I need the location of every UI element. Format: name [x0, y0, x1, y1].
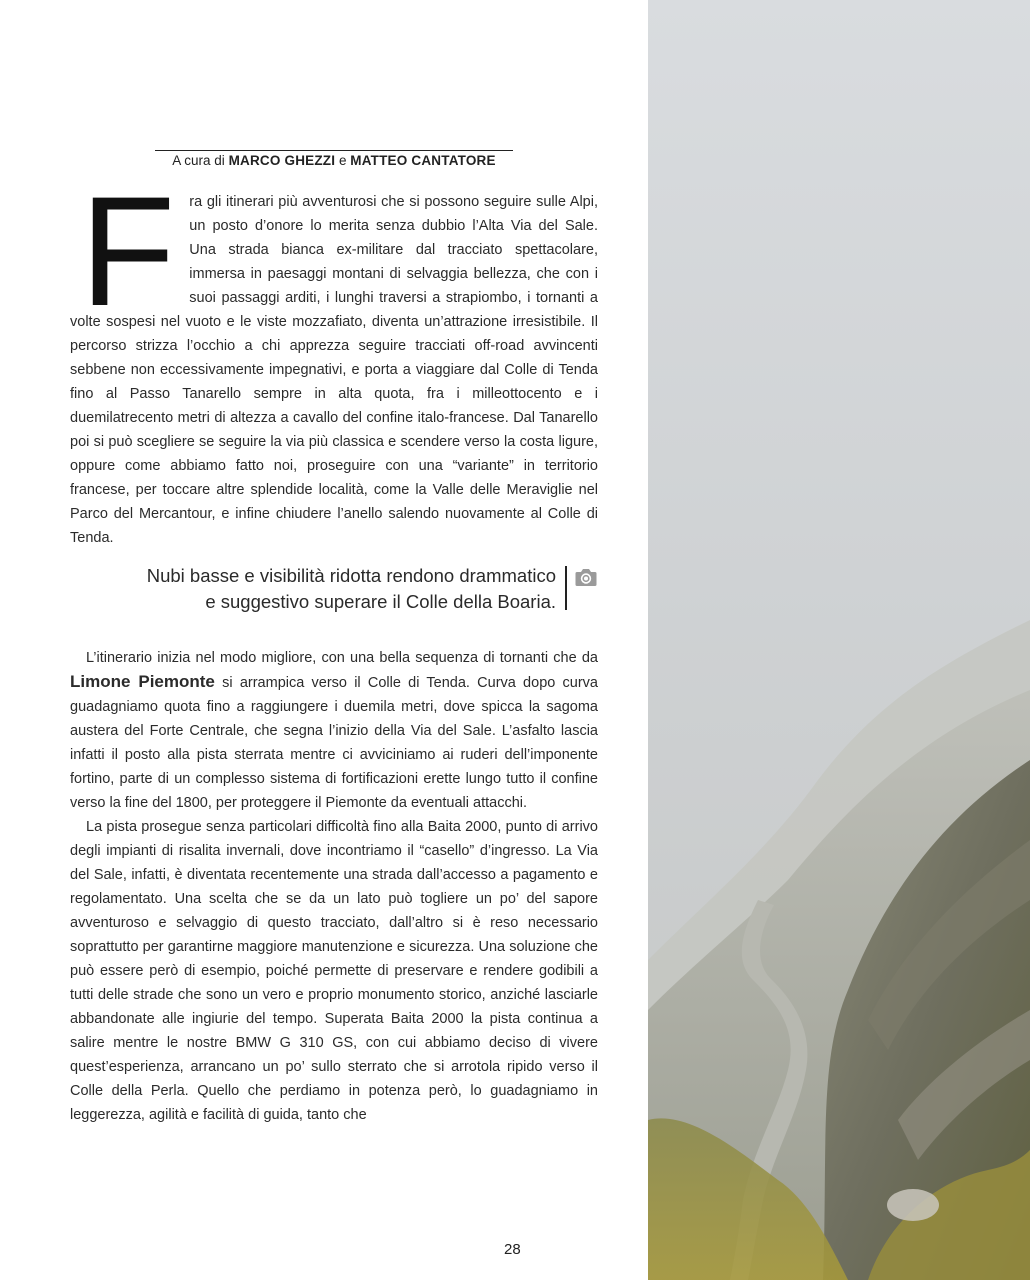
byline-author-2: MATTEO CANTATORE [350, 153, 496, 168]
intro-paragraph-text: ra gli itinerari più avventurosi che si possono seguire sulle Alpi, un posto d’onore lo merita senza dubbio l’Alta Via del Sale. Una strada bianca ex-militare dal tracciato spettacolare, immersa in paesaggi montani di selvaggia bellezza, che con i suoi passaggi arditi, i lunghi traversi a strapiombo, i tornanti a volte sospesi nel vuoto e le viste mozzafiato, diventa un’attrazione irresistibile. Il percorso strizza l’occhio a chi apprezza seguire tracciati off-road avvincenti sebbene non eccessivamente impegnativi, e porta a viaggiare dal Colle di Tenda fino al Passo Tanarello sempre in alta quota, fra i milleottocento e i duemilatrecento metri di altezza a cavallo del confine italo-francese. Dal Tanarello poi si può scegliere se seguire la via più classica e scendere verso la costa ligure, oppure come abbiamo fatto noi, proseguire con una “variante” in territorio francese, per toccare altre splendide località, come la Valle delle Meraviglie nel Parco del Mercantour, e infine chiudere l’anello salendo nuovamente al Colle di Tenda. [70, 194, 598, 546]
body-paragraph-1-start: L’itinerario inizia nel modo migliore, con una bella sequenza di tornanti che da [86, 650, 598, 666]
camera-icon [574, 566, 598, 588]
body-paragraph-1-end: si arrampica verso il Colle di Tenda. Curva dopo curva guadagniamo quota fino a raggiungere i duemila metri, dove spicca la sagoma austera del Forte Centrale, che segna l’inizio della Via del Sale. L’asfalto lascia infatti il posto alla pista sterrata mentre ci avviciniamo ai ruderi dell’imponente fortino, parte di un complesso sistema di fortificazioni erette lungo tutto il confine verso la fine del 1800, per proteggere il Piemonte da eventuali attacchi. [70, 675, 599, 811]
intro-paragraph [70, 165, 598, 550]
place-name-highlight: Limone Piemonte [70, 672, 215, 691]
byline-prefix: A cura di [172, 153, 225, 168]
drop-cap: F [80, 165, 176, 339]
page-number: 28 [504, 1241, 521, 1258]
body-paragraph-2: La pista prosegue senza particolari difficoltà fino alla Baita 2000, punto di arrivo degli impianti di risalita invernali, dove incontriamo il “casello” d’ingresso. La Via del Sale, infatti, è diventata recentemente una strada dall’accesso a pagamento e regolamentato. Una scelta che se da un lato può togliere un po’ del sapore avventuroso e selvaggio di questo tracciato, dall’altro si è reso necessario soprattutto per garantirne maggiore manutenzione e sicurezza. Una soluzione che può essere però di esempio, poiché permette di preservare e rendere godibili a tutti delle strade che sono un vero e proprio monumento storico, anziché lasciarle abbandonate alle ingiurie del tempo. Superata Baita 2000 la pista continua a salire mentre le nostre BMW G 310 GS, con cui abbiamo deciso di vivere quest’esperienza, arrancano un po’ sullo sterrato che si arrotola ripido verso il Colle della Perla. Quello che perdiamo in potenza però, lo guadagniamo in leggerezza, agilità e facilità di guida, tanto che [70, 819, 598, 1123]
mountain-fog-photo [648, 0, 1030, 1280]
byline-conjunction: e [338, 153, 347, 168]
article-intro [70, 165, 598, 550]
text-column [70, 0, 598, 1280]
article-body [70, 646, 598, 1127]
photo-caption [70, 563, 556, 615]
body-paragraph-1 [70, 646, 598, 815]
byline [155, 150, 513, 168]
caption-divider [565, 566, 567, 610]
byline-author-1: MARCO GHEZZI [228, 153, 336, 168]
caption-line-1: Nubi basse e visibilità ridotta rendono drammatico [146, 565, 556, 586]
caption-line-2: e suggestivo superare il Colle della Boaria. [205, 591, 556, 612]
